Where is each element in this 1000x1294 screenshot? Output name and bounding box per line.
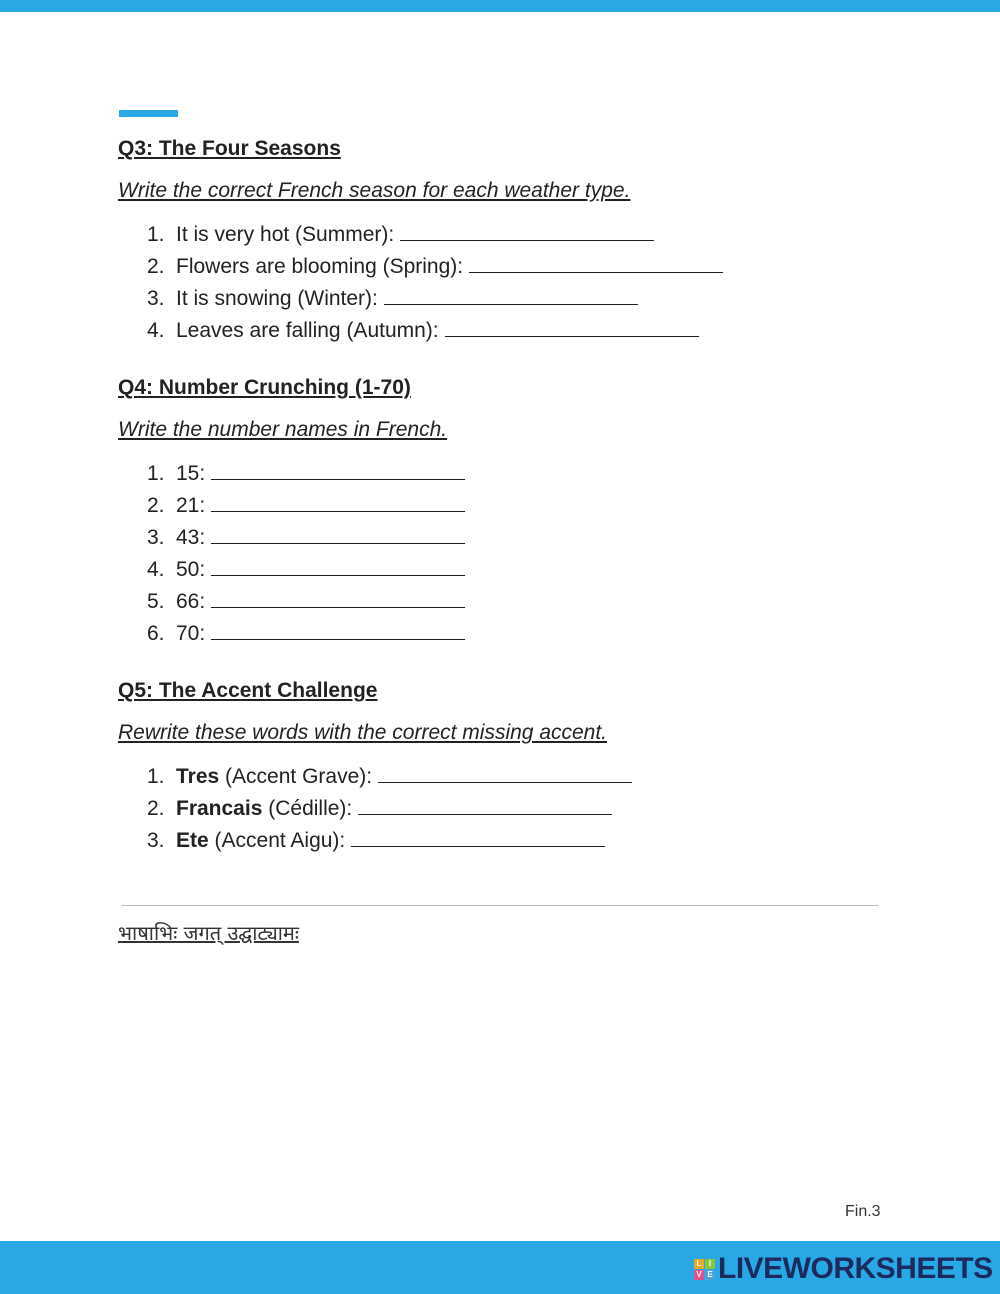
question-q3 bbox=[118, 135, 898, 347]
logo-wordmark: LIVEWORKSHEETS bbox=[718, 1252, 993, 1285]
list-item bbox=[118, 618, 898, 650]
item-number: 1. bbox=[147, 223, 165, 246]
list-item bbox=[118, 458, 898, 490]
liveworksheets-logo-icon bbox=[694, 1259, 715, 1280]
list-item bbox=[118, 315, 898, 347]
item-number: 5. bbox=[147, 590, 165, 613]
item-keyword: Ete bbox=[176, 829, 209, 852]
item-number: 2. bbox=[147, 797, 165, 820]
item-number: 3. bbox=[147, 287, 165, 310]
item-prompt: 21: bbox=[176, 494, 206, 517]
section-divider bbox=[122, 905, 878, 906]
question-instruction: Write the correct French season for each weather type. bbox=[118, 179, 631, 202]
answer-blank[interactable] bbox=[211, 590, 465, 608]
item-prompt: (Cédille): bbox=[262, 797, 353, 820]
question-title: Q4: Number Crunching (1-70) bbox=[118, 376, 411, 399]
list-item bbox=[118, 825, 898, 857]
accent-dash bbox=[119, 110, 178, 117]
item-number: 2. bbox=[147, 255, 165, 278]
list-item bbox=[118, 490, 898, 522]
item-number: 4. bbox=[147, 558, 165, 581]
answer-blank[interactable] bbox=[211, 622, 465, 640]
logo-letter: E bbox=[705, 1270, 715, 1280]
answer-blank[interactable] bbox=[445, 319, 699, 337]
item-number: 2. bbox=[147, 494, 165, 517]
item-prompt: It is very hot (Summer): bbox=[176, 223, 395, 246]
item-number: 4. bbox=[147, 319, 165, 342]
list-item bbox=[118, 219, 898, 251]
list-item bbox=[118, 554, 898, 586]
item-number: 1. bbox=[147, 462, 165, 485]
list-item bbox=[118, 251, 898, 283]
item-prompt: (Accent Aigu): bbox=[208, 829, 346, 852]
question-q4 bbox=[118, 374, 898, 650]
answer-blank[interactable] bbox=[211, 494, 465, 512]
top-accent-bar bbox=[0, 0, 1000, 12]
item-number: 1. bbox=[147, 765, 165, 788]
item-number: 3. bbox=[147, 526, 165, 549]
item-prompt: 15: bbox=[176, 462, 206, 485]
answer-list bbox=[118, 219, 898, 347]
sanskrit-motto: भाषाभिः जगत् उद्घाट्यामः bbox=[118, 921, 299, 945]
item-keyword: Tres bbox=[176, 765, 220, 788]
item-prompt: (Accent Grave): bbox=[219, 765, 373, 788]
worksheet-content bbox=[118, 135, 898, 884]
item-prompt: 70: bbox=[176, 622, 206, 645]
answer-list bbox=[118, 761, 898, 857]
item-prompt: Leaves are falling (Autumn): bbox=[176, 319, 439, 342]
answer-list bbox=[118, 458, 898, 650]
logo-letter: L bbox=[694, 1259, 704, 1269]
answer-blank[interactable] bbox=[211, 526, 465, 544]
list-item bbox=[118, 793, 898, 825]
question-instruction: Write the number names in French. bbox=[118, 418, 448, 441]
item-keyword: Francais bbox=[176, 797, 263, 820]
question-q5 bbox=[118, 677, 898, 857]
answer-blank[interactable] bbox=[384, 287, 638, 305]
liveworksheets-logo[interactable] bbox=[694, 1254, 993, 1284]
page-label: Fin.3 bbox=[845, 1203, 881, 1220]
question-title: Q5: The Accent Challenge bbox=[118, 679, 378, 702]
item-number: 6. bbox=[147, 622, 165, 645]
item-prompt: Flowers are blooming (Spring): bbox=[176, 255, 464, 278]
list-item bbox=[118, 586, 898, 618]
item-number: 3. bbox=[147, 829, 165, 852]
answer-blank[interactable] bbox=[358, 797, 612, 815]
answer-blank[interactable] bbox=[469, 255, 723, 273]
answer-blank[interactable] bbox=[378, 765, 632, 783]
logo-letter: I bbox=[705, 1259, 715, 1269]
item-prompt: 50: bbox=[176, 558, 206, 581]
list-item bbox=[118, 283, 898, 315]
logo-letter: V bbox=[694, 1270, 704, 1280]
item-prompt: 43: bbox=[176, 526, 206, 549]
question-instruction: Rewrite these words with the correct missing accent. bbox=[118, 721, 608, 744]
answer-blank[interactable] bbox=[211, 558, 465, 576]
list-item bbox=[118, 522, 898, 554]
item-prompt: It is snowing (Winter): bbox=[176, 287, 378, 310]
question-title: Q3: The Four Seasons bbox=[118, 137, 341, 160]
answer-blank[interactable] bbox=[400, 223, 654, 241]
item-prompt: 66: bbox=[176, 590, 206, 613]
answer-blank[interactable] bbox=[351, 829, 605, 847]
answer-blank[interactable] bbox=[211, 462, 465, 480]
list-item bbox=[118, 761, 898, 793]
